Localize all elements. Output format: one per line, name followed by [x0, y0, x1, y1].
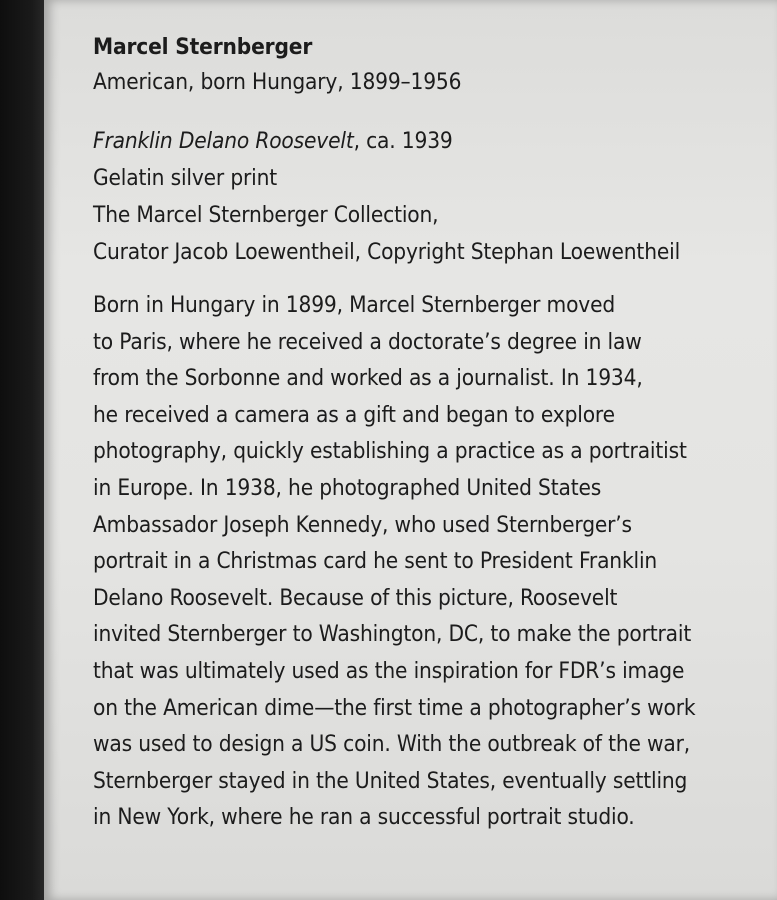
artwork-medium: Gelatin silver print [93, 165, 278, 191]
biography-line: Sternberger stayed in the United States, eventually settling [93, 767, 688, 794]
biography-line: Delano Roosevelt. Because of this picture, Roosevelt [93, 584, 618, 611]
biography-line: Born in Hungary in 1899, Marcel Sternberger moved [93, 292, 616, 318]
artwork-date: , ca. 1939 [353, 128, 453, 154]
credit-line-2: Curator Jacob Loewentheil, Copyright Stephan Loewentheil [93, 239, 681, 265]
biography-line: Ambassador Joseph Kennedy, who used Sternberger’s [93, 511, 632, 538]
museum-placard [44, 0, 777, 900]
credit-line-1: The Marcel Sternberger Collection, [93, 202, 439, 228]
artwork-title: Franklin Delano Roosevelt [93, 128, 354, 154]
dark-wall-edge [0, 0, 46, 900]
biography-line: invited Sternberger to Washington, DC, to make the portrait [93, 621, 692, 648]
biography-line: photography, quickly establishing a practice as a portraitist [93, 438, 687, 465]
placard-text [93, 30, 763, 836]
biography-line: in Europe. In 1938, he photographed United States [93, 474, 602, 501]
biography-line: in New York, where he ran a successful portrait studio. [93, 804, 635, 831]
biography-line: on the American dime—the first time a photographer’s work [93, 694, 696, 721]
biography-line: he received a camera as a gift and began to explore [93, 401, 615, 428]
artist-name: Marcel Sternberger [93, 34, 313, 60]
biography-line: was used to design a US coin. With the outbreak of the war, [93, 731, 691, 758]
artist-nationality-dates: American, born Hungary, 1899–1956 [93, 69, 462, 95]
biography-paragraph [93, 287, 763, 836]
biography-line: that was ultimately used as the inspiration for FDR’s image [93, 657, 685, 684]
biography-line: to Paris, where he received a doctorate’s degree in law [93, 328, 642, 355]
artwork-title-line [93, 123, 696, 160]
biography-line: from the Sorbonne and worked as a journalist. In 1934, [93, 365, 643, 392]
biography-line: portrait in a Christmas card he sent to President Franklin [93, 548, 658, 575]
